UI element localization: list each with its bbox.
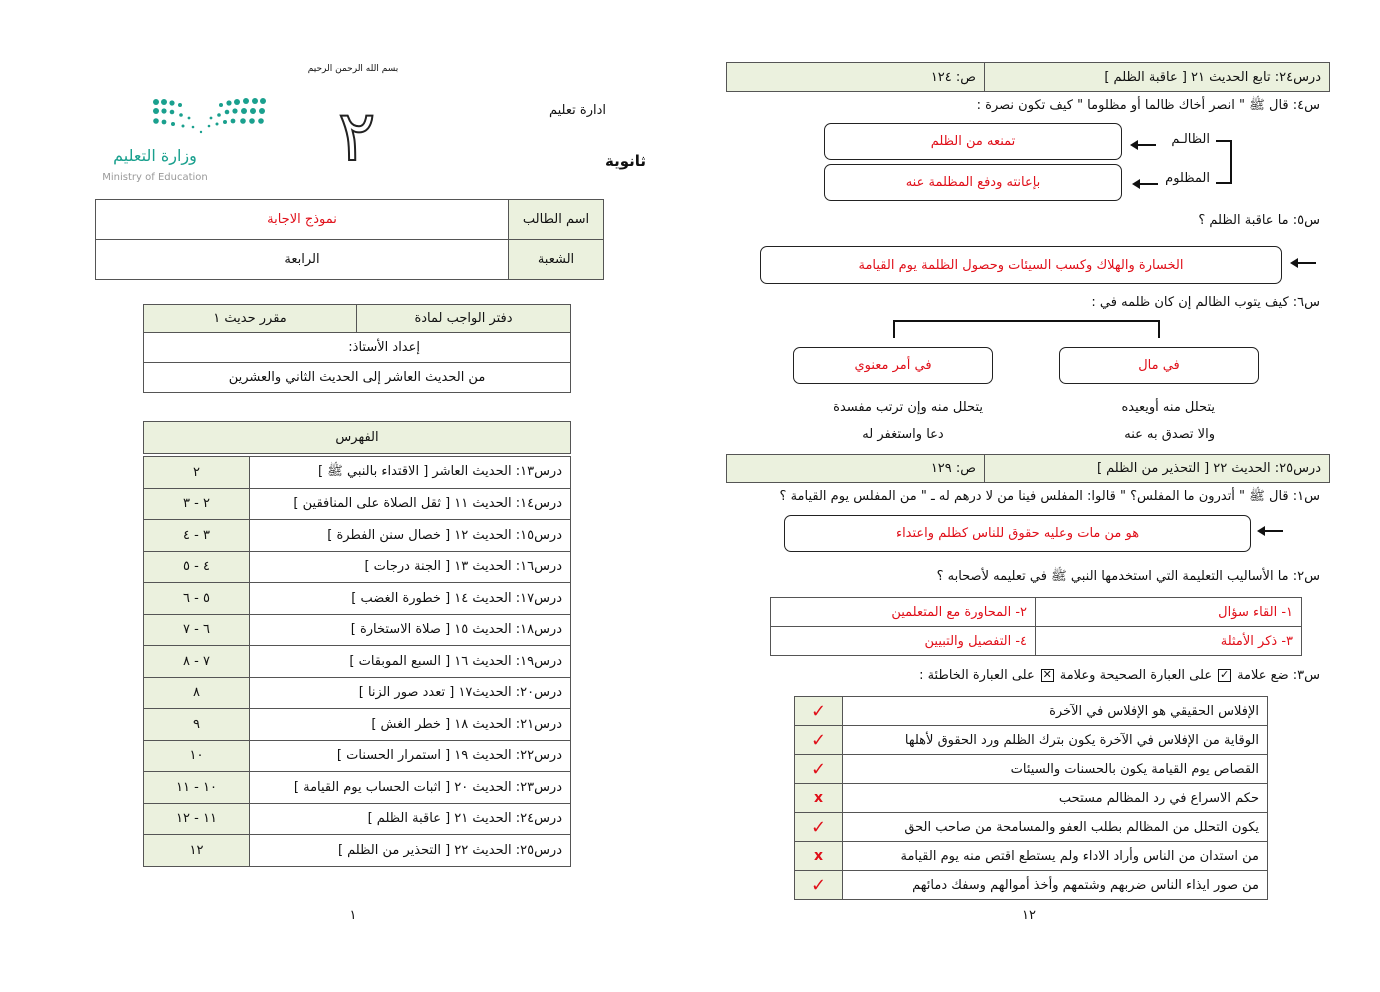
check-mark-icon: ✓ — [795, 813, 843, 842]
index-pages: ١٠ — [144, 740, 250, 772]
index-pages: ١٢ — [144, 835, 250, 867]
q5-answer: الخسارة والهلاك وكسب السيئات وحصول الظلمة يوم القيامة — [760, 246, 1282, 284]
q2-answer-4: ٤- التفصيل والتبيين — [771, 627, 1036, 656]
index-table — [143, 456, 571, 867]
oppressor-label: الظالـم — [1171, 132, 1210, 147]
index-lesson: درس١٩: الحديث ١٦ [ السبع الموبقات ] — [250, 646, 571, 678]
statement: من استدان من الناس وأراد الاداء ولم يستطع اقتص منه يوم القيامة — [843, 842, 1268, 871]
index-row — [144, 835, 571, 867]
school-label: ثانوية — [604, 152, 646, 170]
index-row — [144, 646, 571, 678]
page-number-right: ١٢ — [1022, 908, 1036, 923]
grade-mark: ٢ — [338, 95, 376, 177]
oppressed-label: المظلوم — [1165, 171, 1210, 186]
logo-english: Ministry of Education — [102, 172, 208, 183]
index-pages: ٦ - ٧ — [144, 614, 250, 646]
statement-row — [795, 813, 1268, 842]
statement-row — [795, 842, 1268, 871]
x-box-icon: ✕ — [1042, 668, 1052, 681]
statement-row — [795, 726, 1268, 755]
q1-answer: هو من مات وعليه حقوق للناس كظلم واعتداء — [784, 515, 1251, 552]
lesson25-header — [726, 454, 1330, 483]
ministry-logo — [96, 96, 276, 188]
statement: الإفلاس الحقيقي هو الإفلاس في الآخرة — [843, 697, 1268, 726]
branch-connector — [893, 320, 1160, 338]
cross-mark-icon: x — [795, 842, 843, 871]
arrow-icon — [1134, 183, 1158, 185]
index-lesson: درس١٤: الحديث ١١ [ ثقل الصلاة على المنافقين ] — [250, 488, 571, 520]
index-row — [144, 520, 571, 552]
index-lesson: درس١٧: الحديث ١٤ [ خطورة الغضب ] — [250, 583, 571, 615]
question-6: س٦: كيف يتوب الظالم إن كان ظلمه في : — [1091, 295, 1320, 310]
index-pages: ٥ - ٦ — [144, 583, 250, 615]
info-table — [143, 304, 571, 393]
money-line-1: يتحلل منه أويعيده — [1121, 400, 1215, 415]
question-3 — [919, 668, 1320, 683]
index-pages: ١٠ - ١١ — [144, 772, 250, 804]
index-row — [144, 803, 571, 835]
true-false-table — [794, 696, 1268, 900]
cross-mark-icon: x — [795, 784, 843, 813]
index-lesson: درس٢٢: الحديث ١٩ [ استمرار الحسنات ] — [250, 740, 571, 772]
index-row — [144, 709, 571, 741]
basmala: بسم الله الرحمن الرحيم — [307, 64, 399, 74]
question-4: س٤: قال ﷺ " انصر أخاك ظالما أو مظلوما " كيف تكون نصرة : — [976, 98, 1320, 113]
index-lesson: درس٢٠: الحديث١٧ [ تعدد صور الزنا ] — [250, 677, 571, 709]
index-lesson: درس٢٣: الحديث ٢٠ [ اثبات الحساب يوم القيامة ] — [250, 772, 571, 804]
index-row — [144, 457, 571, 489]
q3-text-c: على العبارة الخاطئة : — [919, 668, 1035, 683]
index-row — [144, 488, 571, 520]
index-pages: ٢ - ٣ — [144, 488, 250, 520]
question-2: س٢: ما الأساليب التعليمة التي استخدمها النبي ﷺ في تعليمه لأصحابه ؟ — [936, 569, 1320, 584]
index-row — [144, 740, 571, 772]
index-row — [144, 772, 571, 804]
index-pages: ١١ - ١٢ — [144, 803, 250, 835]
check-mark-icon: ✓ — [795, 755, 843, 784]
arrow-icon — [1292, 262, 1316, 264]
index-row — [144, 677, 571, 709]
oppressed-answer: بإعانته ودفع المظلمة عنه — [824, 164, 1122, 201]
arrow-icon — [1132, 144, 1156, 146]
index-header — [143, 421, 571, 454]
index-lesson: درس٢٥: الحديث ٢٢ [ التحذير من الظلم ] — [250, 835, 571, 867]
subject-label: دفتر الواجب لمادة — [357, 305, 571, 333]
logo-dots-icon — [151, 96, 331, 136]
student-table — [95, 199, 604, 280]
index-pages: ٧ - ٨ — [144, 646, 250, 678]
checked-box-icon: ✓ — [1219, 668, 1230, 681]
check-mark-icon: ✓ — [795, 871, 843, 900]
moral-box: في أمر معنوي — [793, 347, 993, 384]
q3-text-a: س٣: ضع علامة — [1237, 668, 1320, 683]
lesson24-title: درس٢٤: تابع الحديث ٢١ [ عاقبة الظلم ] — [985, 63, 1330, 92]
statement-row — [795, 697, 1268, 726]
check-mark-icon: ✓ — [795, 726, 843, 755]
student-name-value: نموذج الاجابة — [96, 200, 509, 240]
index-lesson: درس١٥: الحديث ١٢ [ خصال سنن الفطرة ] — [250, 520, 571, 552]
index-row — [144, 551, 571, 583]
index-lesson: درس١٨: الحديث ١٥ [ صلاة الاستخارة ] — [250, 614, 571, 646]
index-pages: ٢ — [144, 457, 250, 489]
statement-row — [795, 784, 1268, 813]
lesson24-page: ص: ١٢٤ — [727, 63, 985, 92]
prepared-by: إعداد الأستاذ: — [144, 333, 571, 363]
statement: الوقاية من الإفلاس في الآخرة يكون بترك الظلم ورد الحقوق لأهلها — [843, 726, 1268, 755]
student-name-label: اسم الطالب — [509, 200, 604, 240]
education-admin: ادارة تعليم — [548, 103, 606, 118]
index-row — [144, 583, 571, 615]
statement-row — [795, 871, 1268, 900]
index-lesson: درس٢١: الحديث ١٨ [ خطر الغش ] — [250, 709, 571, 741]
course-label: مقرر حديث ١ — [144, 305, 357, 333]
lesson25-page: ص: ١٢٩ — [727, 455, 985, 483]
statement: القصاص يوم القيامة يكون بالحسنات والسيئات — [843, 755, 1268, 784]
index-pages: ٣ - ٤ — [144, 520, 250, 552]
index-pages: ٤ - ٥ — [144, 551, 250, 583]
money-line-2: والا تصدق به عنه — [1124, 427, 1215, 442]
index-title: الفهرس — [144, 422, 571, 454]
index-pages: ٨ — [144, 677, 250, 709]
moral-line-1: يتحلل منه وإن ترتب مفسدة — [833, 400, 983, 415]
arrow-icon — [1259, 530, 1283, 532]
moral-line-2: دعا واستغفر له — [862, 427, 944, 442]
statement: من صور ايذاء الناس ضربهم وشتمهم وأخذ أموالهم وسفك دمائهم — [843, 871, 1268, 900]
q2-answer-2: ٢- المحاورة مع المتعلمين — [771, 598, 1036, 627]
statement-row — [795, 755, 1268, 784]
lesson24-header — [726, 62, 1330, 92]
section-value: الرابعة — [96, 240, 509, 280]
q2-answers-table — [770, 597, 1302, 656]
index-pages: ٩ — [144, 709, 250, 741]
money-box: في مال — [1059, 347, 1259, 384]
index-lesson: درس١٣: الحديث العاشر [ الاقتداء بالنبي ﷺ ] — [250, 457, 571, 489]
page-number-left: ١ — [349, 908, 357, 923]
lesson25-title: درس٢٥: الحديث ٢٢ [ التحذير من الظلم ] — [985, 455, 1330, 483]
question-1: س١: قال ﷺ " أتدرون ما المفلس؟ " قالوا: المفلس فينا من لا درهم له ـ " من المفلس يوم القيامة ؟ — [779, 489, 1320, 504]
check-mark-icon: ✓ — [795, 697, 843, 726]
index-row — [144, 614, 571, 646]
q2-answer-1: ١- القاء سؤال — [1036, 598, 1302, 627]
lesson-range: من الحديث العاشر إلى الحديث الثاني والعشرين — [144, 363, 571, 393]
bracket — [1216, 140, 1232, 184]
q3-text-b: على العبارة الصحيحة وعلامة — [1059, 668, 1213, 683]
index-lesson: درس٢٤: الحديث ٢١ [ عاقبة الظلم ] — [250, 803, 571, 835]
q2-answer-3: ٣- ذكر الأمثلة — [1036, 627, 1302, 656]
statement: يكون التحلل من المظالم بطلب العفو والمسامحة من صاحب الحق — [843, 813, 1268, 842]
logo-arabic: وزارة التعليم — [113, 146, 197, 165]
oppressor-answer: تمنعه من الظلم — [824, 123, 1122, 160]
question-5: س٥: ما عاقبة الظلم ؟ — [1198, 213, 1320, 228]
section-label: الشعبة — [509, 240, 604, 280]
statement: حكم الاسراع في رد المظالم مستحب — [843, 784, 1268, 813]
index-lesson: درس١٦: الحديث ١٣ [ الجنة درجات ] — [250, 551, 571, 583]
